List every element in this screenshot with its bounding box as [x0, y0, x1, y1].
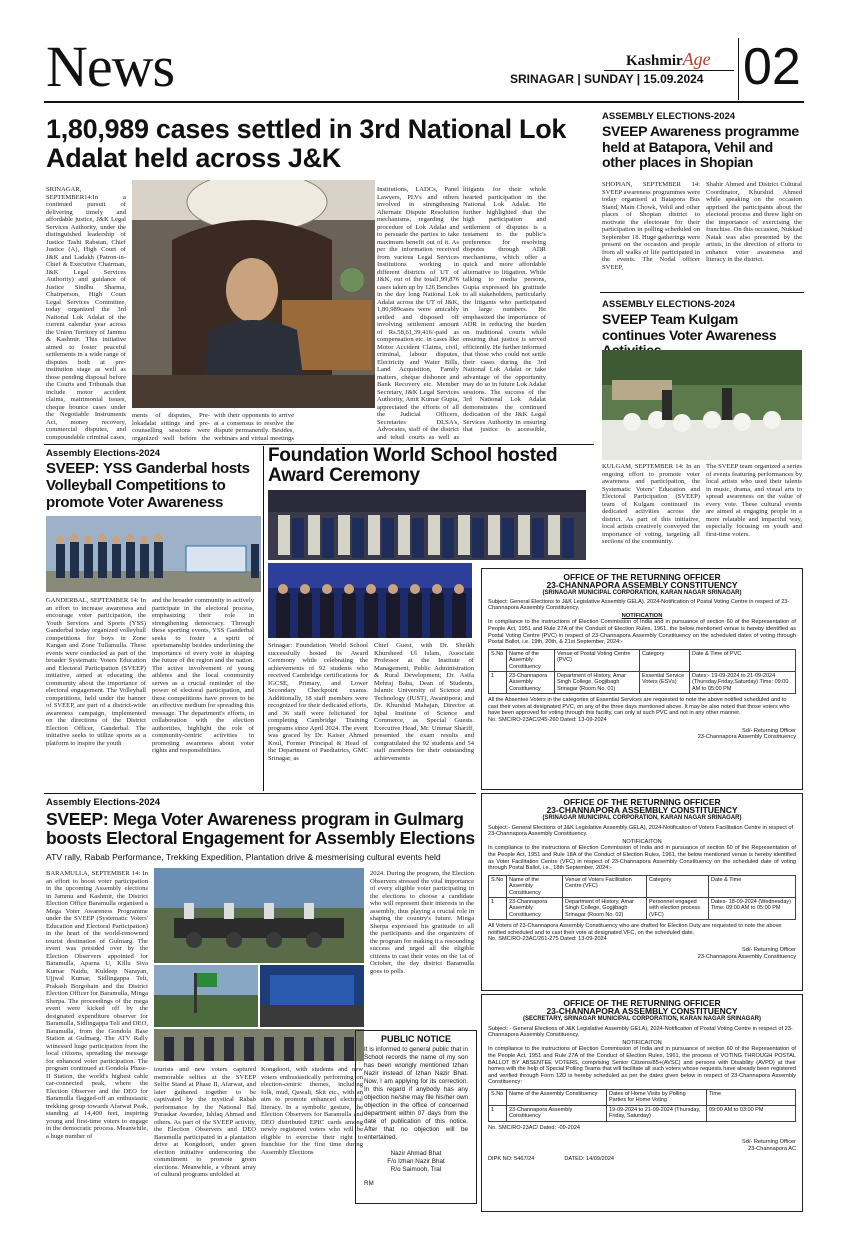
public-notice-sign1: Nazir Ahmad Bhat [390, 1150, 442, 1157]
notice3-text: In compliance to the instructions of Election Commission of India and in pursuance of section 60 of the Representation of the People Act, 1951 and Rule 27A of the Conduct of Election Rules, 1961, the process of VOTING THROUGH POSTAL BALLOT BY ABSENTEE VOTERS, comprising Senior Citizens/85+(AVSC) and persons with Disability (AVPD) at their homes with the help of Special Polling Teams that will facilitate all such voters whose requests have already been registered and verified through Form 12D is hereby scheduled as per the dates given below in respect of 23-Channapora Assembly Constituency: [488, 1046, 796, 1086]
shopian-headline: SVEEP Awareness programme held at Batapora, Vehil and other places in Shopian [602, 124, 799, 170]
shopian-tag: ASSEMBLY ELECTIONS-2024 [602, 111, 736, 122]
kulgam-photo [602, 350, 802, 460]
notice3-sign2: 23-Channapora AC [748, 1145, 796, 1152]
page-number-divider [738, 38, 739, 100]
notice2-sign2: 23-Channapora Assembly Constituency [697, 953, 796, 960]
table-row [489, 671, 796, 693]
kulgam-headline: SVEEP Team Kulgam continues Voter Awareness [602, 312, 777, 343]
notice-voter-facilitation-centre [481, 793, 803, 991]
table-row [489, 649, 796, 671]
lead-col-4: Institutions, LADCs, Panel Lawyers, PLVs and others involved in strengthening Alternate Dispute Resolution mechanisms, regarding the procedure of Lok Adalat and to persuade the parties to take maximum benefit out of it. As per the information received from various Legal Services Institutions working in different districts of UT of J&K, out of the total1,99,876 cases taken up by 126 Benches in the day long National Lok Adalat across the UT of J&K, 1,80,989cases were amicably settled and disposed off involving settlement amount of Rs.58,61,39,416/-paid as compensation etc. in cases like Motor Accident Claims, civil, criminal, labour disputes, Electricity and Water Bills, Land Acquisition, Family matters, cheque dishonor and Bank Recovery etc. Member Secretary, J&K Legal Services Authority, Amit Kumar Gupta, appreciated the efforts of all the Judicial Officers, Secretaries DLSA's, Advocates, staff of the district and tehsil courts as well as [377, 186, 459, 441]
public-notice-body: It is informed to general public that in School records the name of my son has been wrongly mentioned Izhan Nazir instead of Izhan Nazir Bhat. Now, I am applying for its correction. In this regard if anybody has any objection he/she may file his/her own objection in the office of concerned department within 07 days from the date of publication of this notice. After that no objection will be entertained. [364, 1046, 468, 1141]
notice1-sign2: 23-Channapora Assembly Constituency [697, 734, 796, 741]
table-cell: 23-Channapora Assembly Constituency [507, 897, 563, 919]
ganderbal-headline: SVEEP: YSS Ganderbal hosts Volleyball Competitions to promote Voter Awareness [46, 460, 250, 511]
notice2-after: All Voters of 23-Channapora Assembly Constituency who are drafted for Election Duty are requested to note the above notified scheduled and to cast their vote at designated VFC, on the scheduled date. [488, 923, 782, 936]
table-cell: 19-09-2024 to 21-09-2024 (Thursday, Friday, Saturday) [607, 1105, 707, 1121]
notice1-sign1: Sd/- Returning Officer [742, 727, 796, 734]
ganderbal-photo [46, 516, 261, 592]
table-row [489, 875, 796, 897]
public-notice-title: PUBLIC NOTICE [380, 1034, 451, 1044]
kulgam-tag: ASSEMBLY ELECTIONS-2024 [602, 299, 736, 310]
table-header: S.No [489, 649, 507, 671]
notice2-title2: 23-CHANNAPORA ASSEMBLY CONSTITUENCY [546, 805, 738, 815]
foundation-photo-top [268, 490, 586, 560]
notice1-title: OFFICE OF THE RETURNING OFFICER [563, 572, 721, 582]
section-rule [44, 444, 594, 445]
table-cell: 09:00 AM to 03:00 PM [707, 1105, 796, 1121]
section-title: News [46, 34, 175, 99]
table-header: S.No [489, 1089, 507, 1105]
kulgam-col-1: KULGAM, SEPTEMBER 14: In an ongoing effort to promote voter awareness and participation, the Systematic Voters' Education and Electoral Participation (SVEEP) team of Kulgam continued its dedicated activities across the district. As part of this initiative, local artists creatively conveyed the importance of voting, targeting all sections of the community. [602, 463, 700, 545]
notice1-title2: 23-CHANNAPORA ASSEMBLY CONSTITUENCY [546, 580, 738, 590]
gulmarg-subhead: ATV rally, Rabab Performance, Trekking Expedition, Plantation drive & mesmerising cultural events held [46, 852, 441, 862]
table-header: Venue of Voters Facilitation Centre (VFC) [563, 875, 647, 897]
gulmarg-photo-left [154, 965, 258, 1027]
notice3-sub: (SECRETARY, SRINAGAR MUNICIPAL CORPORATION, KARAN NAGAR SRINAGAR) [522, 1016, 761, 1022]
notice3-table [488, 1089, 796, 1122]
table-header: Date & Time [709, 875, 796, 897]
table-cell: Department of History, Amar Singh College, Gogjibagh Srinagar (Room No. 02) [563, 897, 647, 919]
table-cell: Department of History, Amar Singh College, Gogjibagh Srinagar (Room No. 01) [555, 671, 640, 693]
public-notice-sign3: R/o Saimooh, Tral [390, 1166, 442, 1173]
table-cell: 1 [489, 671, 507, 693]
notice1-subject: Subject: General Elections to J&K Legislative Assembly GELA), 2024-Notification of Postal Voting Centre in respect of 23-Channapora Assembly Constituency. [488, 598, 790, 612]
table-cell: Dates:- 19-09-2024 to 21-09-2024 (Thursday,Friday,Saturday) Time: 09:00 AM to 05:00 PM [690, 671, 796, 693]
gulmarg-col-3: Kongdoori, with students and new voters enthusiastically performing on election-centric themes, including folk, mud, Qawali, Skit etc., with an aim to promote enhanced electoral literacy. In a symbolic gesture, the Election Observers for Baramulla and DEO distributed EPIC cards among newly registered voters who will be eligible to exercise their right to franchise for the first time during Assembly Elections [261, 1066, 363, 1156]
notice1-table [488, 649, 796, 694]
page-number: 02 [743, 38, 801, 96]
table-header: Name of the Assembly Constituency [507, 1089, 607, 1105]
shopian-col-1: SHOPIAN, SEPTEMBER 14: SVEEP awareness programmes were today organised at Batapora Bus Stand, Main Chowk, Vehil and other places of Shopian district to motivate the electorate for their participation in polling scheduled on September 18. Huge gatherings were present on the occasion and people from all walks of life participated in the events. The Nodal officer SVEEP, [602, 181, 700, 271]
kulgam-col-2: The SVEEP team organized a series of events featuring performances by local artists who used their talents in music, drama, and visual arts to spread awareness on the value of every vote. These cultural events are aimed at engaging people in a more relatable and impactful way, especially focusing on youth and first-time voters. [706, 463, 802, 538]
notice2-number: No. SMC/RO-23AC/261-275 Dated: 13-09-2024 [488, 936, 607, 943]
notice1-text: In compliance to the instructions of Election Commission of India and in pursuance of section 60 of the Representation of People Act, 1951 and Rule 27A of the Conduct of Election Rules, 1961, the below mentioned venue is hereby identified as Postal Voting Centre (PVC) in respect of 23-Channapora Assembly Constituency on the scheduled dates of voting through Postal Ballot, i.e. 19th, 20th, & 21st September, 2024:- [488, 619, 796, 646]
table-cell: 23-Channapora Assembly Constituency [507, 671, 555, 693]
notice3-dipk: DIPK NO: 5467/24 DATED: 14/09/2024 [488, 1156, 614, 1163]
table-header: Venue of Postal Voting Centre (PVC) [555, 649, 640, 671]
lead-col-2: ments of disputes, Pre-lokadalat sittings and pre-counselling sessions were organized well before the [132, 412, 210, 442]
notice3-title2: 23-CHANNAPORA ASSEMBLY CONSTITUENCY [546, 1006, 738, 1016]
lead-photo [132, 180, 375, 408]
gulmarg-col-2: tourists and new voters captured memorable selfies at the SVEEP Selfie Stand at Phase II, Afarwat, and later gathered together to be captivated by the mystical Rabab performance by the National Bal Puraskar Awardee, Ishfaq Ahmad and others. As part of the SVEEP activity, the Election Observers and DEO Baramulla participated in a plantation drive at Kongdoori, under green election initiative underscoring the commitment to promote green elections. Meanwhile, a vibrant array of cultural programs unfolded at [154, 1066, 256, 1178]
table-header: S.No [489, 875, 507, 897]
notice2-sign1: Sd/- Returning Officer [742, 946, 796, 953]
notice3-subject: Subject: - General Elections of J&K Legislative Assembly GELA), 2024-Notification of Postal Voting Centre in respect of 23-Channapora Assembly Constituency. [488, 1025, 793, 1039]
notice3-number: No. SMC/RO-23AC/ Dated: -09-2024 [488, 1124, 581, 1131]
brand-logo: KashmirAge [626, 49, 711, 69]
foundation-col-1: Srinagar: Foundation World School successfully hosted its Award Ceremony while celebrating the achievements of 92 students who received Cambridge certifications for IGCSE, Primary, and Lower Secondary Checkpoint exams. Additionally, 18 staff members were recognized for their dedicated efforts, and 36 staff were felicitated for completing Cambridge Training programs since April 2024. The event was graced by Dr. Kaiser Ahmed Koul, Former Principal & Head of the Department of Paediatrics, GMC Srinagar, as [268, 642, 368, 762]
notice1-after: All the Absentee Voters in the categories of Essential Services are requested to note the above notified scheduled and to cast their votes at designated PVC, on any of the three days mentioned above. It may be also noted that those voters who have been approved for voting through this facility, can only at such PVC and not in any other manner. [488, 697, 790, 717]
notice1-number: No. SMC/RO-23AC/245-260 Dated: 13-09-2024 [488, 716, 607, 723]
notice3-title: OFFICE OF THE RETURNING OFFICER [563, 998, 721, 1008]
public-notice [355, 1030, 477, 1204]
gulmarg-photo-top [154, 868, 364, 963]
public-notice-code: RM [364, 1180, 374, 1187]
shopian-rule [600, 292, 804, 293]
table-header: Category [640, 649, 690, 671]
notice2-text: In compliance to the instructions of Election Commission of India and in pursuance of section 60 of the Representation of the People Act, 1951 and Rule 18A of the Conduct of Election Rules, 1961, the below mentioned venue is hereby identified as Voter Facilitation Centre (VFC) in respect of 23-Channapora Assembly Constituency on the scheduled date of voting through Postal Ballot, i.e., 18th September, 2024:- [488, 845, 796, 872]
section-rule [44, 793, 476, 794]
table-header: Time [707, 1089, 796, 1105]
dateline: SRINAGAR | SUNDAY | 15.09.2024 [510, 72, 704, 86]
notice2-subject: Subject:- General Elections of J&K Legislative Assembly GELA), 2024-Notification of Voters Facilitation Centre in respect of 23-Channapora Assembly Constituency. [488, 824, 794, 838]
table-header: Category [647, 875, 709, 897]
column-divider [263, 446, 264, 791]
table-cell: Personnel engaged with election process (VFC) [647, 897, 709, 919]
ganderbal-col-2: and the broader community to actively participate in the electoral process, emphasizing their role in strengthening democracy. Through these sporting events, YSS Ganderbal seeks to foster a spirit of sportsmanship besides underlining the importance of every vote in shaping the future of the region and the nation. The active involvement of young athletes and the local community serves as a crucial reminder of the power of electoral participation, and these competitions have proven to be an effective medium for spreading this message. The department's efforts, in collaboration with the election authorities, highlight the role of community-centric activities in promoting awareness about voter rights and responsibilities. [152, 597, 254, 754]
notice1-label: NOTIFICATION [621, 612, 663, 619]
table-header: Name of the Assembly Constituency [507, 649, 555, 671]
foundation-photo-bottom [268, 563, 472, 638]
gulmarg-photo-right [260, 965, 364, 1027]
notice2-title: OFFICE OF THE RETURNING OFFICER [563, 797, 721, 807]
table-row [489, 897, 796, 919]
brand-rule [604, 70, 734, 71]
gulmarg-headline: SVEEP: Mega Voter Awareness program in Gulmarg boosts Electoral Engagement for Assembly Elections [46, 810, 475, 848]
notice2-label: NOTIFICAITON [622, 838, 662, 845]
foundation-headline: Foundation World School hosted Award Ceremony [268, 446, 558, 486]
gulmarg-col-4: 2024. During the program, the Election Observers stressed the vital importance of every eligible voter participating in the elections to choose a candidate who will represent their interests in the assembly, thus playing a crucial role in shaping the country's future. Minga Sherpa expressed his gratitude to all the participants and the organizers of the program for making it a resounding success and urged all the eligible citizens to cast their votes on the 1st of October, the day district Baramulla goes to polls. [370, 870, 474, 975]
table-cell: 1 [489, 897, 507, 919]
notice-postal-voting-centre [481, 568, 803, 790]
gulmarg-col-1: BARAMULLA, SEPTEMBER 14: In an effort to boost voter participation in the upcoming Assembly elections in Jammu and Kashmir, the District Election Office Baramulla organised a Mega Voter Awareness Programme under the SVEEP (Systematic Voters' Education and Electoral Participation) in the heart of the world-renowned tourist destination of Gulmarg. The event was presided over by the Election Observers appointed for Baramulla, Aparna U, Killu Siva Kumar Naidu, Kuldeep Narayan, Ujjwal Kumar, Sidlingappa Teli, Prakash Borgohain and the District Election Officer for Baramulla, Minga Sherpa. The proceedings of the mega event were kicked off by the designated expenditure observer for Baramulla, Sidlingappa Teli and DEO, Baramulla, from the Gondola Base Station at Gulmarg. The ATV Rally witnessed huge participation from the local citizens, spreading the message for enhanced voter participation. The program continued at Gondola Phase-II Station, the world's highest cable car-connected peak, where the Election Observer and the DEO for Baramulla flagged-off an enthusiastic trekking group towards Afarwat Peak, standing at 14,400 feet, inspiring young and first-time voters to engage in the democratic process. Meanwhile, a huge number of [46, 870, 148, 1140]
notice-home-voting [481, 994, 803, 1212]
lead-headline: 1,80,989 cases settled in 3rd National Lok Adalat held across J&K [46, 115, 567, 173]
gulmarg-tag: Assembly Elections-2024 [46, 797, 161, 808]
table-cell: Dates- 18-09-2024 (Wednesday) Time: 09:00 AM to 05:00 PM [709, 897, 796, 919]
foundation-col-2: Chief Guest, with Dr. Sheikh Khursheed Ul Islam, Associate Professor at the Institute of Management, Public Administration & Rural Development; Dr. Asifa Mehraj Baba, Dean of Students, Islamic University of Science and Technology (IUST), Awantipora; and Dr. Khurshid Mahajan, Director at Iqbal Institute of Science and Commerce, as Special Guests. Executive Head, Mr. Ummar Shariff, presented the exam results and congratulated the 92 students and 54 staff members for their outstanding achievements [374, 642, 474, 762]
table-header: Dates of Home Visits by Polling Parties for Home Voting [607, 1089, 707, 1105]
table-row [489, 1105, 796, 1121]
table-cell: 1 [489, 1105, 507, 1121]
table-cell: 23-Channapora Assembly Constituency [507, 1105, 607, 1121]
shopian-col-2: Shahir Ahmed and District Cultural Coordinator, Khurshid Ahmed while speaking on the occasion apprised the participants about the electoral process and threw light on the importance of exercising the franchise. On this occasion, Nukkad Natak was also presented by the artists, in the direction of efforts to enhance voter awareness and literacy in the district. [706, 181, 802, 263]
table-cell: Essential Service Voters (ESVs) [640, 671, 690, 693]
notice3-sign1: Sd/- Returning Officer [742, 1139, 796, 1146]
public-notice-sign2: F/o Izhan Nazir Bhat [387, 1158, 445, 1165]
lead-col-5: litigants for their whole hearted participation in the National Lok Adalat. He further highlighted that the high participation and settlement of disputes is a testament to the public's preference for resolving disputes through ADR mechanisms, which offer a quick and more affordable alternative to litigation. While talking to media persons, Gupta expressed his gratitude to all stakeholders, particularly the litigants who participated in large numbers. He emphasized the importance of ADR in reducing the burden on traditional courts while ensuring that justice is served efficiently. He further informed that those who could not settle their cases during the 3rd National Lok Adalat or take advantage of the opportunity may do so in future Lok Adalat sessions. The success of the 3rd National Lok Adalat demonstrates the continued dedication of the J&K Legal Services Authority in ensuring that justice is accessible, [463, 186, 546, 433]
notice3-label: NOTIFICAITON [622, 1039, 662, 1046]
notice1-sub: (SRINAGAR MUNICIPAL CORPORATION, KARAN NAGAR SRINAGAR) [542, 590, 742, 596]
table-header: Name of the Assembly Constituency [507, 875, 563, 897]
gulmarg-photo-bottom [154, 1029, 364, 1061]
notice2-sub: (SRINAGAR MUNICIPAL CORPORATION, KARAN NAGAR SRINAGAR) [542, 815, 742, 821]
table-row [489, 1089, 796, 1105]
ganderbal-col-1: GANDERBAL, SEPTEMBER 14: In an effort to increase awareness and encourage voter participation, the Youth Services and Sports (YSS) Ganderbal today organized volleyball competitions for boys in Zone Kangan and Zone Tullamulla. These events were conducted as part of the broader Systematic Voters Education and Electoral Participation (SVEEP) initiative, aimed at educating the community about the importance of electoral engagement. The Volleyball competitions, held under the banner of SVEEP, are part of a district-wide awareness campaign, implemented on the directions of the District Election Officer, Ganderbal. The initiative seeks to utilize sports as a platform to inspire the youth [46, 597, 146, 747]
lead-col-1: SRINAGAR, SEPTEMBER14:In a continued pursuit of delivering timely and affordable justice, J&K Legal Services Authority, under the distinguished leadership of Justice Tashi Rabstan, Chief Justice (A), High Court of J&K and Ladakh (Patron-in-Chief & Executive Chairman, J&K Legal Services Authority) and guidance of Justice Sindhu Sharma, Chairperson, High Court Legal Services Committee, today organized the 3rd National Lok Adalat of the current calendar year across the Union Territory of Jammu & Kashmir. This initiative aimed to foster peaceful settlements in a wide range of disputes both at pre-institution stage as well as those pending disposal before the Courts and Tribunals that include motor accident claims, matrimonial issues, cheque bounce cases under the Negotiable Instruments Act, money recovery, commercial disputes, and compoundable criminal cases, [46, 186, 126, 440]
masthead-rule [44, 101, 804, 103]
notice2-table [488, 875, 796, 920]
lead-col-3: with their opponents to arrive at a consensus to resolve the dispute permanently. Besides, webinars and virtual meetings [214, 412, 294, 442]
table-header: Date & Time of PVC [690, 649, 796, 671]
ganderbal-tag: Assembly Elections-2024 [46, 448, 161, 459]
